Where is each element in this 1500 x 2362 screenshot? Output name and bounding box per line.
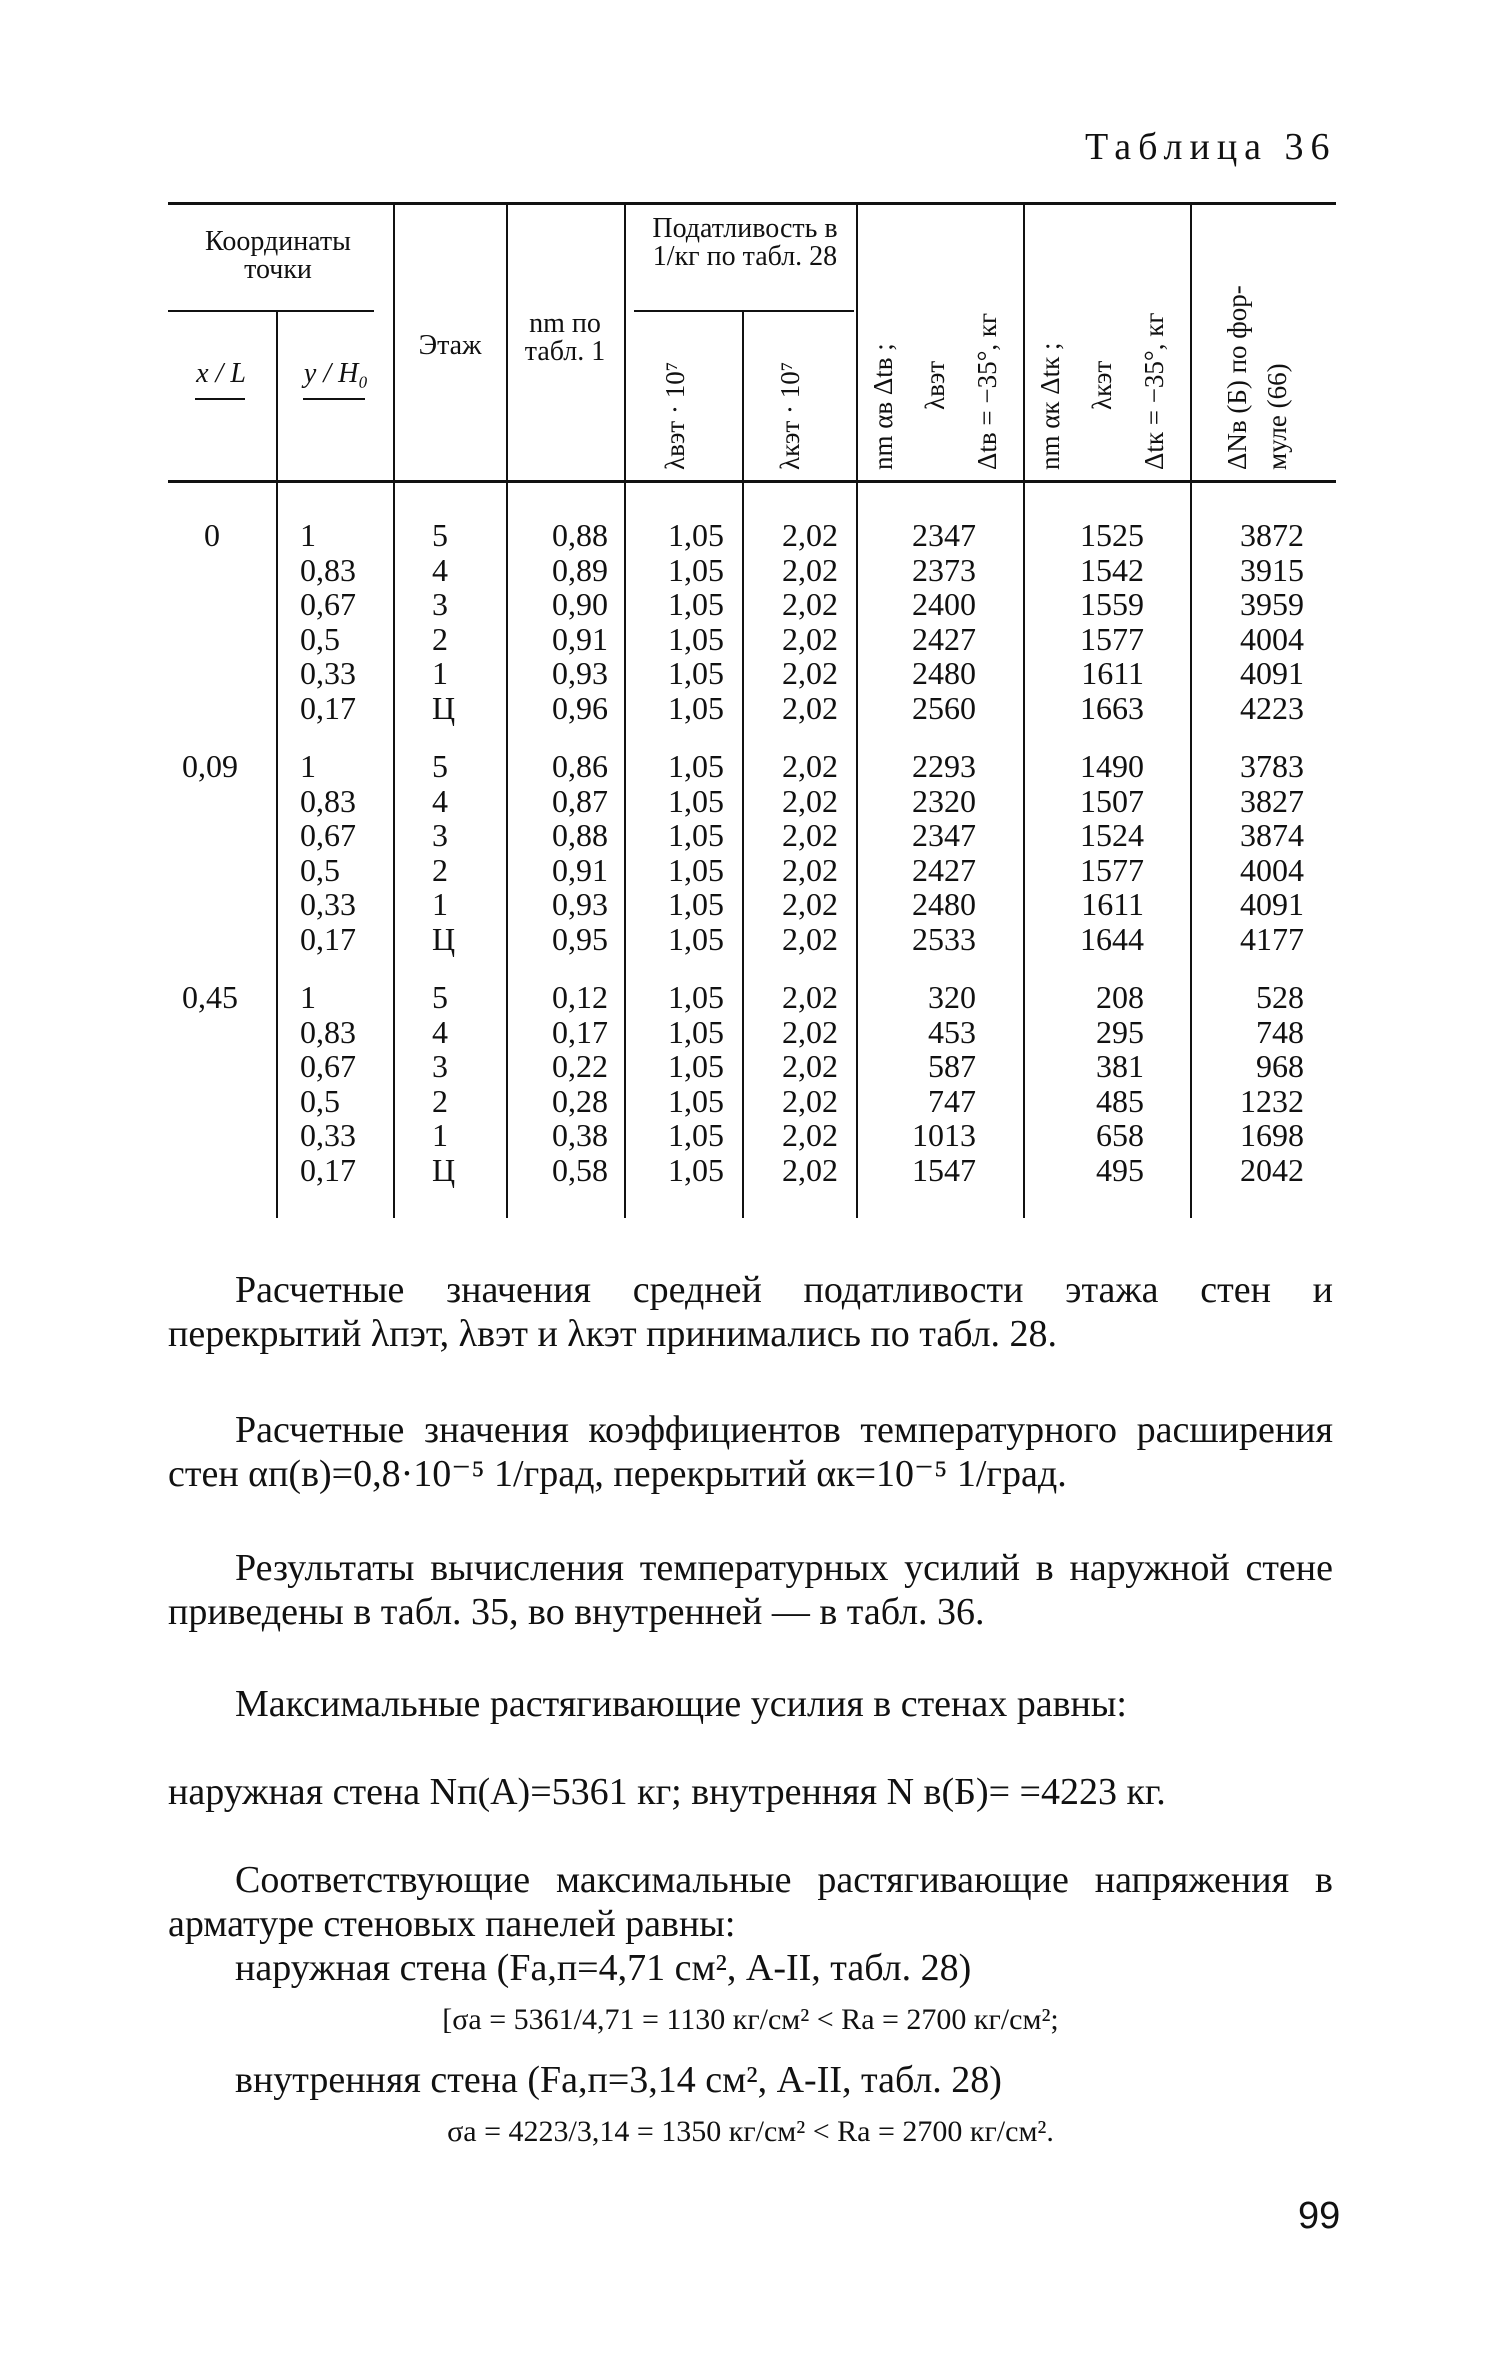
col-lv-g1 <box>640 749 724 957</box>
table-cell: 5 <box>432 517 448 553</box>
table-cell: 2,02 <box>782 782 838 819</box>
paragraph-5: наружная стена Nп(A)=5361 кг; внутренняя N в(Б)= =4223 кг. <box>168 1771 1166 1813</box>
table-cell: 2,02 <box>782 551 838 588</box>
table-cell: 1,05 <box>668 655 724 692</box>
table-cell: 2,02 <box>782 920 838 957</box>
table-cell: 2,02 <box>782 586 838 623</box>
table-cell: 2533 <box>912 920 976 957</box>
table-cell: 1577 <box>1080 620 1144 657</box>
page-number: 99 <box>1298 2195 1341 2237</box>
table-cell: 2320 <box>912 782 976 819</box>
table-cell: 0,17 <box>552 1013 608 1050</box>
table-cell: 4004 <box>1240 620 1304 657</box>
table-cell: 2427 <box>912 620 976 657</box>
table-cell: Ц <box>432 920 456 957</box>
col-floor-g1 <box>432 749 492 957</box>
table-cell: 3915 <box>1240 551 1304 588</box>
header-bottom-rule <box>168 480 1336 483</box>
header-floor: Этаж <box>418 330 482 361</box>
table-cell: 2,02 <box>782 655 838 692</box>
table-cell: 2293 <box>912 748 976 784</box>
paragraph-6: Соответствующие максимальные растягивающие напряжения в арматуре стеновых панелей равны: <box>168 1859 1333 1945</box>
table-cell: 3872 <box>1240 517 1304 553</box>
table-cell: 2,02 <box>782 748 838 784</box>
table-cell: 1,05 <box>668 1048 724 1085</box>
y-frac-rule <box>303 398 365 400</box>
table-cell: 0,17 <box>300 689 356 726</box>
col-lk-g1 <box>752 749 838 957</box>
table-cell: 1,05 <box>668 689 724 726</box>
table-cell: 2,02 <box>782 979 838 1015</box>
table-cell: 4091 <box>1240 886 1304 923</box>
table-cell: 0,88 <box>552 517 608 553</box>
table-cell: 2480 <box>912 655 976 692</box>
header-tk-c: Δtк = −35°, кг <box>1139 312 1169 470</box>
table-cell: 2,02 <box>782 817 838 854</box>
table-cell: 1698 <box>1240 1117 1304 1154</box>
header-coords: Координаты точки <box>205 226 351 285</box>
table-cell: 0,22 <box>552 1048 608 1085</box>
table-cell: 1 <box>300 748 316 784</box>
x-group-2: 0,45 <box>182 979 238 1015</box>
x-group-0: 0 <box>204 517 220 553</box>
table-cell: 2 <box>432 620 448 657</box>
header-dn-a: ΔNв (Б) по фор- <box>1222 285 1252 470</box>
col-floor-g0 <box>432 518 492 726</box>
table-cell: 1,05 <box>668 1117 724 1154</box>
paragraph-8: внутренняя стена (Fа,п=3,14 см², А-II, табл. 28) <box>235 2059 1002 2101</box>
table-cell: 1,05 <box>668 886 724 923</box>
table-cell: 0,17 <box>300 920 356 957</box>
table-cell: 485 <box>1096 1082 1144 1119</box>
header-tk-a: nm αк Δtк ; <box>1035 342 1065 470</box>
table-cell: 3 <box>432 817 448 854</box>
vline-nm <box>624 205 626 1218</box>
table-cell: 528 <box>1256 979 1304 1015</box>
table-top-rule <box>168 202 1336 205</box>
table-cell: 0,33 <box>300 886 356 923</box>
vline-lv <box>742 310 744 1218</box>
col-tk-g0 <box>1030 518 1144 726</box>
col-y-g1 <box>300 749 390 957</box>
table-cell: 3 <box>432 586 448 623</box>
table-cell: 0,88 <box>552 817 608 854</box>
table-cell: 2427 <box>912 851 976 888</box>
table-cell: 0,67 <box>300 586 356 623</box>
table-cell: 1,05 <box>668 1151 724 1188</box>
table-cell: Ц <box>432 689 456 726</box>
table-cell: 1,05 <box>668 851 724 888</box>
table-cell: 0,33 <box>300 1117 356 1154</box>
table-cell: 208 <box>1096 979 1144 1015</box>
table-cell: 1,05 <box>668 517 724 553</box>
table-cell: 1,05 <box>668 586 724 623</box>
table-cell: 2,02 <box>782 1048 838 1085</box>
col-tv-g1 <box>860 749 976 957</box>
table-cell: 1611 <box>1081 886 1144 923</box>
col-dn-g0 <box>1196 518 1304 726</box>
table-cell: 1 <box>432 655 448 692</box>
table-cell: 1 <box>300 517 316 553</box>
vline-y <box>393 205 395 1218</box>
table-caption: Таблица 36 <box>1085 126 1337 168</box>
x-frac-rule <box>195 398 245 400</box>
table-cell: 2,02 <box>782 689 838 726</box>
table-cell: 1490 <box>1080 748 1144 784</box>
table-cell: 1611 <box>1081 655 1144 692</box>
col-y-g0 <box>300 518 390 726</box>
table-cell: 1559 <box>1080 586 1144 623</box>
vline-tk <box>1190 205 1192 1218</box>
table-cell: 4 <box>432 1013 448 1050</box>
table-cell: 1577 <box>1080 851 1144 888</box>
table-cell: 2042 <box>1240 1151 1304 1188</box>
table-cell: 1 <box>300 979 316 1015</box>
table-cell: 1547 <box>912 1151 976 1188</box>
table-cell: 0,87 <box>552 782 608 819</box>
paragraph-2: Расчетные значения коэффициентов температурного расширения стен αп(в)=0,8·10⁻⁵ 1/град, перекрытий αк=10⁻⁵ 1/град. <box>168 1409 1333 1495</box>
paragraph-4: Максимальные растягивающие усилия в стенах равны: <box>235 1683 1127 1725</box>
table-cell: 1 <box>432 886 448 923</box>
table-cell: 1,05 <box>668 620 724 657</box>
header-tv-b: λвэт <box>920 360 950 410</box>
vline-x <box>276 310 278 1218</box>
table-cell: 2,02 <box>782 1151 838 1188</box>
table-cell: 0,91 <box>552 851 608 888</box>
table-cell: 0,86 <box>552 748 608 784</box>
col-lv-g0 <box>640 518 724 726</box>
col-lv-g2 <box>640 980 724 1188</box>
table-cell: 748 <box>1256 1013 1304 1050</box>
table-cell: 0,67 <box>300 1048 356 1085</box>
table-cell: 0,83 <box>300 1013 356 1050</box>
table-cell: 0,5 <box>300 620 340 657</box>
x-group-1: 0,09 <box>182 748 238 784</box>
table-cell: 968 <box>1256 1048 1304 1085</box>
table-cell: 0,89 <box>552 551 608 588</box>
col-dn-g1 <box>1196 749 1304 957</box>
table-cell: 0,38 <box>552 1117 608 1154</box>
table-cell: 4177 <box>1240 920 1304 957</box>
col-nm-g2 <box>520 980 608 1188</box>
table-cell: 1,05 <box>668 551 724 588</box>
col-y-g2 <box>300 980 390 1188</box>
compliance-sub-rule <box>634 310 854 312</box>
table-cell: 1,05 <box>668 920 724 957</box>
table-cell: 5 <box>432 748 448 784</box>
table-cell: 1013 <box>912 1117 976 1154</box>
table-cell: 2347 <box>912 817 976 854</box>
table-cell: 0,12 <box>552 979 608 1015</box>
table-cell: 587 <box>928 1048 976 1085</box>
table-cell: 0,93 <box>552 886 608 923</box>
header-lambda-v: λвэт · 10⁷ <box>660 361 690 470</box>
table-cell: 1232 <box>1240 1082 1304 1119</box>
table-cell: 0,58 <box>552 1151 608 1188</box>
header-tv-c: Δtв = −35°, кг <box>972 312 1002 470</box>
table-cell: 1,05 <box>668 1013 724 1050</box>
table-cell: 3 <box>432 1048 448 1085</box>
table-cell: 2 <box>432 1082 448 1119</box>
table-cell: 495 <box>1096 1151 1144 1188</box>
header-dn-b: муле (66) <box>1262 363 1292 470</box>
table-cell: 1 <box>432 1117 448 1154</box>
table-cell: 2,02 <box>782 1082 838 1119</box>
table-cell: 0,5 <box>300 851 340 888</box>
col-nm-g1 <box>520 749 608 957</box>
col-tv-g2 <box>860 980 976 1188</box>
table-cell: 2400 <box>912 586 976 623</box>
col-tk-g1 <box>1030 749 1144 957</box>
table-cell: 658 <box>1096 1117 1144 1154</box>
table-cell: 0,28 <box>552 1082 608 1119</box>
table-cell: 0,96 <box>552 689 608 726</box>
table-cell: 0,91 <box>552 620 608 657</box>
table-cell: 381 <box>1096 1048 1144 1085</box>
col-tk-g2 <box>1030 980 1144 1188</box>
table-cell: 1507 <box>1080 782 1144 819</box>
table-cell: 1,05 <box>668 1082 724 1119</box>
col-dn-g2 <box>1196 980 1304 1188</box>
table-cell: 2347 <box>912 517 976 553</box>
header-nm: nm по табл. 1 <box>524 308 606 367</box>
table-cell: 1644 <box>1080 920 1144 957</box>
table-cell: 0,33 <box>300 655 356 692</box>
table-cell: 0,83 <box>300 782 356 819</box>
table-cell: 2373 <box>912 551 976 588</box>
header-x: x / L <box>196 358 246 389</box>
table-cell: 2480 <box>912 886 976 923</box>
table-cell: 320 <box>928 979 976 1015</box>
table-cell: 1542 <box>1080 551 1144 588</box>
table-cell: 3827 <box>1240 782 1304 819</box>
coords-sub-rule <box>168 310 374 312</box>
table-cell: 0,67 <box>300 817 356 854</box>
table-cell: 1,05 <box>668 748 724 784</box>
table-cell: 1,05 <box>668 782 724 819</box>
vline-floor <box>506 205 508 1218</box>
table-cell: 4 <box>432 782 448 819</box>
formula-1: [σа = 5361/4,71 = 1130 кг/см² < Rа = 2700 кг/см²; <box>442 2003 1059 2036</box>
col-nm-g0 <box>520 518 608 726</box>
table-cell: 0,17 <box>300 1151 356 1188</box>
table-cell: 2,02 <box>782 851 838 888</box>
paragraph-1: Расчетные значения средней податливости этажа стен и перекрытий λпэт, λвэт и λкэт принимались по табл. 28. <box>168 1269 1333 1355</box>
table-cell: 1663 <box>1080 689 1144 726</box>
table-cell: 0,95 <box>552 920 608 957</box>
table-cell: 453 <box>928 1013 976 1050</box>
table-cell: 1524 <box>1080 817 1144 854</box>
table-cell: 3783 <box>1240 748 1304 784</box>
col-floor-g2 <box>432 980 492 1188</box>
table-cell: 2560 <box>912 689 976 726</box>
table-cell: 3874 <box>1240 817 1304 854</box>
table-cell: 0,93 <box>552 655 608 692</box>
paragraph-3: Результаты вычисления температурных усилий в наружной стене приведены в табл. 35, во внутренней — в табл. 36. <box>168 1547 1333 1633</box>
table-cell: 0,83 <box>300 551 356 588</box>
table-cell: 4091 <box>1240 655 1304 692</box>
header-compliance: Податливость в 1/кг по табл. 28 <box>652 213 838 272</box>
header-tv-a: nm αв Δtв ; <box>868 343 898 470</box>
header-tk-b: λкэт <box>1087 360 1117 410</box>
table-cell: 1525 <box>1080 517 1144 553</box>
col-lk-g0 <box>752 518 838 726</box>
table-cell: 2,02 <box>782 1117 838 1154</box>
table-cell: 4 <box>432 551 448 588</box>
table-cell: 2,02 <box>782 620 838 657</box>
table-cell: 2 <box>432 851 448 888</box>
table-cell: 1,05 <box>668 979 724 1015</box>
table-cell: 747 <box>928 1082 976 1119</box>
table-cell: 1,05 <box>668 817 724 854</box>
vline-tv <box>1023 205 1025 1218</box>
table-cell: 0,90 <box>552 586 608 623</box>
table-cell: 2,02 <box>782 886 838 923</box>
vline-lk <box>856 205 858 1218</box>
table-cell: 5 <box>432 979 448 1015</box>
col-tv-g0 <box>860 518 976 726</box>
table-cell: 2,02 <box>782 517 838 553</box>
header-y: y / H₀ <box>303 358 369 389</box>
table-cell: 4004 <box>1240 851 1304 888</box>
col-lk-g2 <box>752 980 838 1188</box>
table-cell: 0,5 <box>300 1082 340 1119</box>
header-lambda-k: λкэт · 10⁷ <box>775 361 805 470</box>
table-cell: 295 <box>1096 1013 1144 1050</box>
table-cell: 2,02 <box>782 1013 838 1050</box>
table-cell: 4223 <box>1240 689 1304 726</box>
table-cell: Ц <box>432 1151 456 1188</box>
table-cell: 3959 <box>1240 586 1304 623</box>
formula-2: σа = 4223/3,14 = 1350 кг/см² < Rа = 2700 кг/см². <box>447 2115 1054 2148</box>
paragraph-7: наружная стена (Fа,п=4,71 см², А-II, табл. 28) <box>235 1947 972 1989</box>
